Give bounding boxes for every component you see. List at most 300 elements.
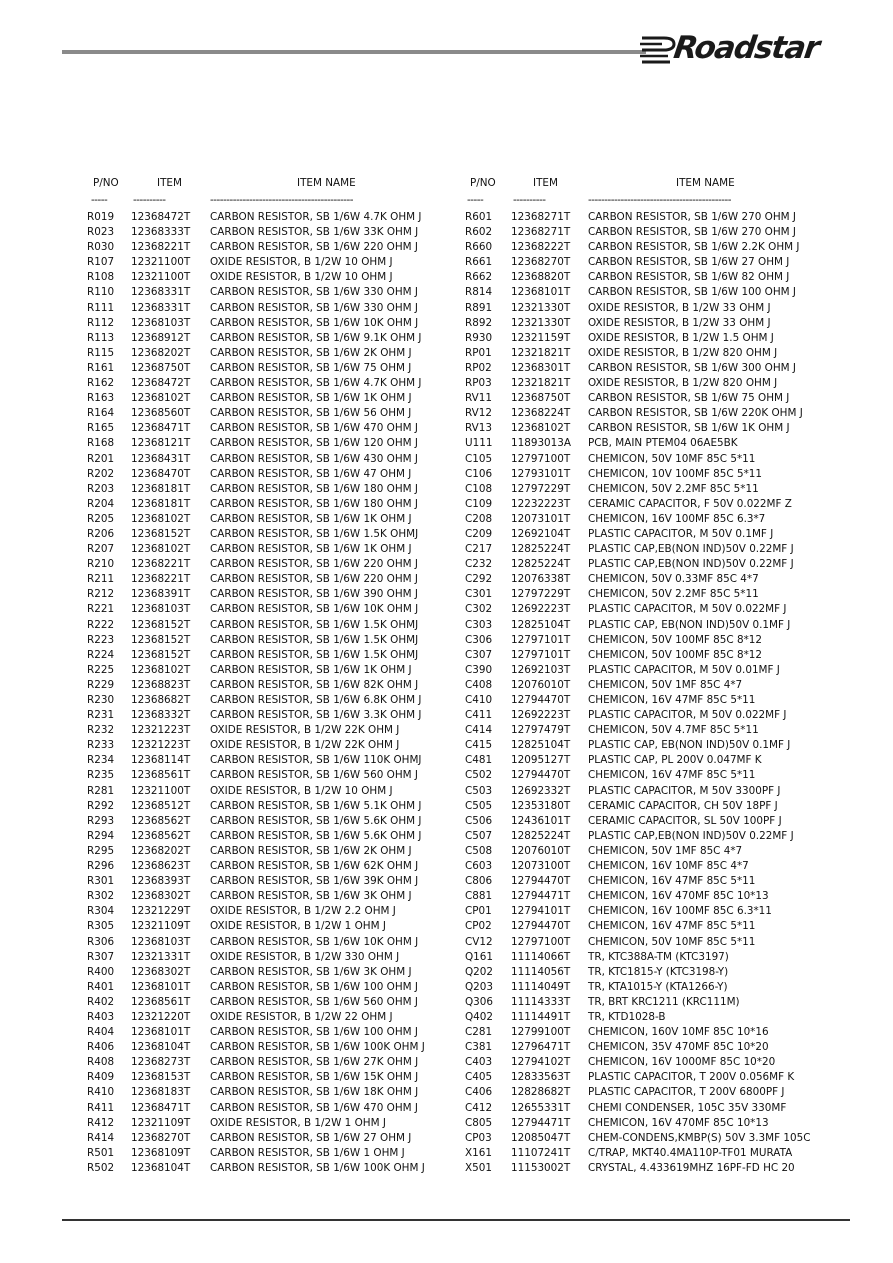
item-name: TR, KTC1815-Y (KTC3198-Y)	[588, 965, 729, 978]
table-row	[85, 814, 455, 829]
item-code: 12321223T	[131, 724, 191, 737]
table-row	[463, 376, 833, 391]
item-code: 12368181T	[131, 497, 191, 510]
table-row	[463, 346, 833, 361]
item-code: 12692332T	[511, 784, 571, 797]
item-code: 12368103T	[131, 603, 191, 616]
part-number: R224	[87, 648, 115, 661]
table-row	[85, 723, 455, 738]
item-name: CHEMICON, 50V 100MF 85C 8*12	[588, 633, 762, 646]
part-number: R305	[87, 920, 115, 933]
part-number: R281	[87, 784, 115, 797]
item-code: 12368472T	[131, 211, 191, 223]
item-name: CARBON RESISTOR, SB 1/6W 47 OHM J	[210, 467, 412, 480]
item-name: CARBON RESISTOR, SB 1/6W 5.1K OHM J	[210, 799, 422, 812]
header-rule	[62, 50, 646, 54]
item-code: 12368331T	[131, 301, 191, 314]
table-row	[463, 1131, 833, 1146]
table-row	[463, 995, 833, 1010]
item-code: 12321821T	[511, 346, 571, 359]
item-code: 12825224T	[511, 558, 571, 571]
item-name: OXIDE RESISTOR, B 1/2W 22K OHM J	[210, 739, 400, 752]
table-row	[463, 768, 833, 783]
part-number: C507	[465, 829, 493, 842]
item-name: CARBON RESISTOR, SB 1/6W 120 OHM J	[210, 437, 418, 450]
part-number: C292	[465, 573, 493, 586]
item-name: PLASTIC CAPACITOR, M 50V 3300PF J	[588, 784, 781, 797]
item-name: OXIDE RESISTOR, B 1/2W 22K OHM J	[210, 724, 400, 737]
part-number: R112	[87, 316, 115, 329]
item-name: CERAMIC CAPACITOR, F 50V 0.022MF Z	[588, 497, 792, 510]
item-name: CARBON RESISTOR, SB 1/6W 270 OHM J	[588, 226, 796, 239]
item-name: OXIDE RESISTOR, B 1/2W 1.5 OHM J	[588, 331, 774, 344]
item-name: CARBON RESISTOR, SB 1/6W 1.5K OHMJ	[210, 648, 419, 661]
table-row	[463, 618, 833, 633]
item-code: 12368750T	[131, 361, 191, 374]
part-number: C307	[465, 648, 493, 661]
item-code: 12368820T	[511, 271, 571, 284]
header-item: ITEM	[533, 177, 558, 189]
item-name: CARBON RESISTOR, SB 1/6W 27 OHM J	[588, 256, 790, 269]
item-code: 12794471T	[511, 890, 571, 903]
table-row	[85, 527, 455, 542]
table-row	[463, 542, 833, 557]
item-code: 12368470T	[131, 467, 191, 480]
item-name: TR, KTD1028-B	[588, 1010, 666, 1023]
part-number: X501	[465, 1161, 492, 1174]
item-name: PLASTIC CAP,EB(NON IND)50V 0.22MF J	[588, 543, 794, 556]
item-code: 12368512T	[131, 799, 191, 812]
item-code: 12076010T	[511, 844, 571, 857]
item-code: 12321229T	[131, 905, 191, 918]
table-row	[85, 587, 455, 602]
table-row	[85, 708, 455, 723]
item-name: OXIDE RESISTOR, B 1/2W 10 OHM J	[210, 271, 393, 284]
table-row	[463, 270, 833, 285]
part-number: RP01	[465, 346, 492, 359]
item-name: CHEMICON, 16V 47MF 85C 5*11	[588, 769, 756, 782]
item-name: PLASTIC CAPACITOR, M 50V 0.022MF J	[588, 603, 787, 616]
roadstar-logo	[638, 30, 853, 72]
item-code: 12368114T	[131, 754, 191, 767]
item-code: 12321159T	[511, 331, 571, 344]
item-name: CARBON RESISTOR, SB 1/6W 430 OHM J	[210, 452, 418, 465]
table-row	[85, 512, 455, 527]
item-name: CARBON RESISTOR, SB 1/6W 1K OHM J	[210, 543, 412, 556]
table-row	[463, 753, 833, 768]
item-code: 12368302T	[131, 965, 191, 978]
table-row	[85, 1070, 455, 1085]
table-row	[85, 874, 455, 889]
table-row	[463, 663, 833, 678]
item-code: 11893013A	[511, 437, 571, 450]
item-code: 12321330T	[511, 316, 571, 329]
part-number: C403	[465, 1056, 493, 1069]
part-number: R400	[87, 965, 115, 978]
item-code: 12368561T	[131, 995, 191, 1008]
part-number: R202	[87, 467, 115, 480]
item-code: 12368271T	[511, 226, 571, 239]
part-number: R230	[87, 694, 115, 706]
item-name: CARBON RESISTOR, SB 1/6W 3.3K OHM J	[210, 709, 422, 722]
item-name: CARBON RESISTOR, SB 1/6W 1K OHM J	[210, 392, 412, 405]
part-number: R201	[87, 452, 115, 465]
item-name: OXIDE RESISTOR, B 1/2W 10 OHM J	[210, 784, 393, 797]
item-name: CARBON RESISTOR, SB 1/6W 56 OHM J	[210, 407, 412, 420]
part-number: C209	[465, 527, 493, 540]
table-row	[85, 844, 455, 859]
table-row	[85, 406, 455, 421]
item-name: CHEMICON, 16V 47MF 85C 5*11	[588, 920, 756, 933]
table-row	[85, 633, 455, 648]
table-row	[463, 889, 833, 904]
table-row	[85, 376, 455, 391]
part-number: RV13	[465, 422, 492, 435]
table-row	[463, 467, 833, 482]
part-number: R404	[87, 1026, 115, 1039]
item-code: 12436101T	[511, 814, 571, 827]
item-code: 12368270T	[131, 1131, 191, 1144]
item-name: OXIDE RESISTOR, B 1/2W 1 OHM J	[210, 1116, 386, 1129]
item-code: 12368562T	[131, 814, 191, 827]
table-row	[85, 693, 455, 708]
table-row	[85, 1040, 455, 1055]
table-row	[463, 331, 833, 346]
item-name: CARBON RESISTOR, SB 1/6W 15K OHM J	[210, 1071, 419, 1084]
table-row	[463, 648, 833, 663]
part-number: R161	[87, 361, 115, 374]
item-name: CARBON RESISTOR, SB 1/6W 100K OHM J	[210, 1041, 425, 1054]
item-name: CHEMI CONDENSER, 105C 35V 330MF	[588, 1101, 787, 1114]
item-code: 12799100T	[511, 1026, 571, 1039]
table-row	[463, 784, 833, 799]
table-row	[85, 904, 455, 919]
part-number: R401	[87, 980, 115, 993]
item-code: 12793101T	[511, 467, 571, 480]
item-name: CHEMICON, 50V 100MF 85C 8*12	[588, 648, 762, 661]
item-code: 12368301T	[511, 361, 571, 374]
divider-item: ----------	[133, 194, 166, 206]
item-code: 12368101T	[131, 980, 191, 993]
item-code: 12368333T	[131, 226, 191, 239]
divider-pno: -----	[91, 194, 108, 206]
part-number: R225	[87, 663, 115, 676]
item-code: 12085047T	[511, 1131, 571, 1144]
part-number: R661	[465, 256, 493, 269]
part-number: R292	[87, 799, 115, 812]
table-row	[85, 935, 455, 950]
item-code: 11114333T	[511, 995, 571, 1008]
table-row	[463, 723, 833, 738]
item-name: CHEMICON, 50V 1MF 85C 4*7	[588, 678, 743, 691]
item-name: OXIDE RESISTOR, B 1/2W 330 OHM J	[210, 950, 400, 963]
part-number: R210	[87, 558, 115, 571]
part-number: R111	[87, 301, 115, 314]
part-number: CP02	[465, 920, 492, 933]
item-code: 12321220T	[131, 1010, 191, 1023]
header-divider	[85, 194, 455, 210]
part-number: R930	[465, 331, 493, 344]
part-number: U111	[465, 437, 493, 450]
part-number: R302	[87, 890, 115, 903]
item-code: 12321109T	[131, 920, 191, 933]
item-name: CARBON RESISTOR, SB 1/6W 270 OHM J	[588, 211, 796, 223]
table-row	[85, 1055, 455, 1070]
item-code: 12368912T	[131, 331, 191, 344]
part-number: R164	[87, 407, 115, 420]
part-number: R414	[87, 1131, 115, 1144]
table-row	[85, 1116, 455, 1131]
item-name: CARBON RESISTOR, SB 1/6W 1.5K OHMJ	[210, 527, 419, 540]
item-code: 12368270T	[511, 256, 571, 269]
table-row	[463, 1025, 833, 1040]
item-name: CARBON RESISTOR, SB 1/6W 100 OHM J	[210, 1026, 418, 1039]
part-number: C410	[465, 694, 493, 706]
item-code: 12321100T	[131, 256, 191, 269]
item-code: 11153002T	[511, 1161, 571, 1174]
table-row	[85, 467, 455, 482]
item-code: 12794470T	[511, 769, 571, 782]
part-number: R296	[87, 860, 115, 873]
item-code: 12368471T	[131, 422, 191, 435]
part-number: R307	[87, 950, 115, 963]
table-row	[463, 1146, 833, 1161]
table-row	[85, 240, 455, 255]
item-code: 12368222T	[511, 241, 571, 254]
table-row	[463, 1161, 833, 1176]
item-code: 12368332T	[131, 709, 191, 722]
item-name: CARBON RESISTOR, SB 1/6W 300 OHM J	[588, 361, 796, 374]
part-number: Q161	[465, 950, 494, 963]
part-number: R662	[465, 271, 493, 284]
part-number: R293	[87, 814, 115, 827]
item-name: CHEMICON, 50V 10MF 85C 5*11	[588, 452, 756, 465]
table-row	[463, 859, 833, 874]
item-name: CARBON RESISTOR, SB 1/6W 2K OHM J	[210, 346, 412, 359]
item-name: CARBON RESISTOR, SB 1/6W 75 OHM J	[588, 392, 790, 405]
item-code: 12368153T	[131, 1071, 191, 1084]
part-number: CP03	[465, 1131, 492, 1144]
part-number: Q402	[465, 1010, 494, 1023]
item-code: 12825104T	[511, 739, 571, 752]
divider-item-name: --------------------------------------------	[210, 194, 353, 206]
item-code: 11114056T	[511, 965, 571, 978]
item-name: PLASTIC CAPACITOR, M 50V 0.1MF J	[588, 527, 774, 540]
table-row	[85, 285, 455, 300]
table-row	[85, 270, 455, 285]
item-name: CHEMICON, 50V 0.33MF 85C 4*7	[588, 573, 759, 586]
header-pno: P/NO	[93, 177, 119, 189]
part-number: C105	[465, 452, 493, 465]
item-code: 12368302T	[131, 890, 191, 903]
table-row	[463, 255, 833, 270]
part-number: C303	[465, 618, 493, 631]
part-number: R410	[87, 1086, 115, 1099]
item-name: CARBON RESISTOR, SB 1/6W 330 OHM J	[210, 301, 418, 314]
item-code: 12368393T	[131, 875, 191, 888]
item-code: 12368682T	[131, 694, 191, 706]
table-row	[85, 1010, 455, 1025]
table-row	[85, 995, 455, 1010]
item-name: CHEMICON, 50V 2.2MF 85C 5*11	[588, 482, 759, 495]
part-number: RV11	[465, 392, 492, 405]
table-row	[85, 965, 455, 980]
part-number: C301	[465, 588, 493, 601]
item-name: CARBON RESISTOR, SB 1/6W 1 OHM J	[210, 1146, 405, 1159]
part-number: C603	[465, 860, 493, 873]
table-row	[463, 738, 833, 753]
item-name: OXIDE RESISTOR, B 1/2W 22 OHM J	[210, 1010, 393, 1023]
table-row	[463, 557, 833, 572]
table-row	[463, 587, 833, 602]
item-name: CARBON RESISTOR, SB 1/6W 3K OHM J	[210, 965, 412, 978]
item-name: CARBON RESISTOR, SB 1/6W 4.7K OHM J	[210, 377, 422, 390]
item-code: 12368102T	[511, 422, 571, 435]
item-name: CHEMICON, 35V 470MF 85C 10*20	[588, 1041, 769, 1054]
item-code: 12797479T	[511, 724, 571, 737]
item-code: 12794470T	[511, 694, 571, 706]
part-number: R229	[87, 678, 115, 691]
item-code: 12368152T	[131, 633, 191, 646]
item-code: 12368101T	[511, 286, 571, 299]
part-number: C408	[465, 678, 493, 691]
part-number: C109	[465, 497, 493, 510]
item-name: CARBON RESISTOR, SB 1/6W 6.8K OHM J	[210, 694, 422, 706]
part-number: C217	[465, 543, 493, 556]
part-number: R306	[87, 935, 115, 948]
table-row	[463, 602, 833, 617]
item-name: CHEMICON, 16V 1000MF 85C 10*20	[588, 1056, 776, 1069]
item-code: 12368221T	[131, 573, 191, 586]
item-name: PLASTIC CAPACITOR, T 200V 0.056MF K	[588, 1071, 795, 1084]
item-name: CARBON RESISTOR, SB 1/6W 62K OHM J	[210, 860, 419, 873]
part-number: C414	[465, 724, 493, 737]
item-code: 12368623T	[131, 860, 191, 873]
item-name: PLASTIC CAPACITOR, M 50V 0.01MF J	[588, 663, 780, 676]
item-name: CARBON RESISTOR, SB 1/6W 100 OHM J	[588, 286, 796, 299]
item-name: CARBON RESISTOR, SB 1/6W 18K OHM J	[210, 1086, 419, 1099]
table-row	[463, 285, 833, 300]
part-number: R163	[87, 392, 115, 405]
table-row	[85, 678, 455, 693]
item-name: CARBON RESISTOR, SB 1/6W 1.5K OHMJ	[210, 618, 419, 631]
item-name: OXIDE RESISTOR, B 1/2W 820 OHM J	[588, 377, 778, 390]
header-pno: P/NO	[470, 177, 496, 189]
item-name: CARBON RESISTOR, SB 1/6W 180 OHM J	[210, 497, 418, 510]
item-name: CHEMICON, 16V 100MF 85C 6.3*11	[588, 905, 772, 918]
brand-name: Roadstar	[671, 30, 821, 66]
part-number: R601	[465, 211, 493, 223]
part-number: R235	[87, 769, 115, 782]
part-number: R233	[87, 739, 115, 752]
part-number: R203	[87, 482, 115, 495]
item-name: CARBON RESISTOR, SB 1/6W 390 OHM J	[210, 588, 418, 601]
item-name: CRYSTAL, 4.433619MHZ 16PF-FD HC 20	[588, 1161, 795, 1174]
item-code: 12368560T	[131, 407, 191, 420]
part-number: C415	[465, 739, 493, 752]
item-code: 12076010T	[511, 678, 571, 691]
item-code: 12796471T	[511, 1041, 571, 1054]
item-name: CHEMICON, 16V 100MF 85C 6.3*7	[588, 512, 766, 525]
item-name: CARBON RESISTOR, SB 1/6W 100 OHM J	[210, 980, 418, 993]
part-number: R294	[87, 829, 115, 842]
item-name: CARBON RESISTOR, SB 1/6W 470 OHM J	[210, 1101, 418, 1114]
part-number: C405	[465, 1071, 493, 1084]
item-code: 12073100T	[511, 860, 571, 873]
part-number: C232	[465, 558, 493, 571]
item-code: 12368823T	[131, 678, 191, 691]
table-row	[85, 1146, 455, 1161]
part-number: R162	[87, 377, 115, 390]
table-row	[463, 829, 833, 844]
part-number: C506	[465, 814, 493, 827]
item-name: OXIDE RESISTOR, B 1/2W 1 OHM J	[210, 920, 386, 933]
table-row	[85, 225, 455, 240]
item-code: 12692104T	[511, 527, 571, 540]
item-name: CHEMICON, 16V 470MF 85C 10*13	[588, 890, 769, 903]
part-number: RP03	[465, 377, 492, 390]
divider-item-name: --------------------------------------------	[588, 194, 731, 206]
item-name: CARBON RESISTOR, SB 1/6W 1K OHM J	[588, 422, 790, 435]
item-code: 12368221T	[131, 241, 191, 254]
item-name: C/TRAP, MKT40.4MA110P-TF01 MURATA	[588, 1146, 793, 1159]
part-number: R168	[87, 437, 115, 450]
item-name: OXIDE RESISTOR, B 1/2W 2.2 OHM J	[210, 905, 396, 918]
item-name: CARBON RESISTOR, SB 1/6W 100K OHM J	[210, 1161, 425, 1174]
item-code: 12794101T	[511, 905, 571, 918]
table-row	[85, 602, 455, 617]
part-number: R023	[87, 226, 115, 239]
item-code: 12368103T	[131, 935, 191, 948]
table-row	[85, 663, 455, 678]
table-row	[85, 346, 455, 361]
part-number: R205	[87, 512, 115, 525]
part-number: C281	[465, 1026, 493, 1039]
table-row	[85, 859, 455, 874]
item-name: CARBON RESISTOR, SB 1/6W 5.6K OHM J	[210, 829, 422, 842]
table-row	[463, 935, 833, 950]
table-row	[463, 919, 833, 934]
item-code: 12321109T	[131, 1116, 191, 1129]
item-code: 12232223T	[511, 497, 571, 510]
parts-column-left	[85, 176, 455, 1176]
part-number: R602	[465, 226, 493, 239]
part-number: C406	[465, 1086, 493, 1099]
item-name: CARBON RESISTOR, SB 1/6W 5.6K OHM J	[210, 814, 422, 827]
part-number: R814	[465, 286, 493, 299]
table-row	[463, 633, 833, 648]
part-number: R408	[87, 1056, 115, 1069]
part-number: Q306	[465, 995, 494, 1008]
table-row	[85, 421, 455, 436]
part-number: R660	[465, 241, 493, 254]
part-number: R221	[87, 603, 115, 616]
item-name: CARBON RESISTOR, SB 1/6W 220 OHM J	[210, 241, 418, 254]
item-name: CARBON RESISTOR, SB 1/6W 4.7K OHM J	[210, 211, 422, 223]
table-row	[463, 1116, 833, 1131]
table-row	[85, 452, 455, 467]
item-name: CHEMICON, 16V 470MF 85C 10*13	[588, 1116, 769, 1129]
table-row	[85, 753, 455, 768]
item-name: CARBON RESISTOR, SB 1/6W 82 OHM J	[588, 271, 790, 284]
part-number: C302	[465, 603, 493, 616]
item-name: CARBON RESISTOR, SB 1/6W 10K OHM J	[210, 603, 419, 616]
item-code: 12368273T	[131, 1056, 191, 1069]
item-code: 12368102T	[131, 543, 191, 556]
parts-list-right	[463, 210, 833, 1176]
item-code: 12794102T	[511, 1056, 571, 1069]
table-row	[85, 497, 455, 512]
